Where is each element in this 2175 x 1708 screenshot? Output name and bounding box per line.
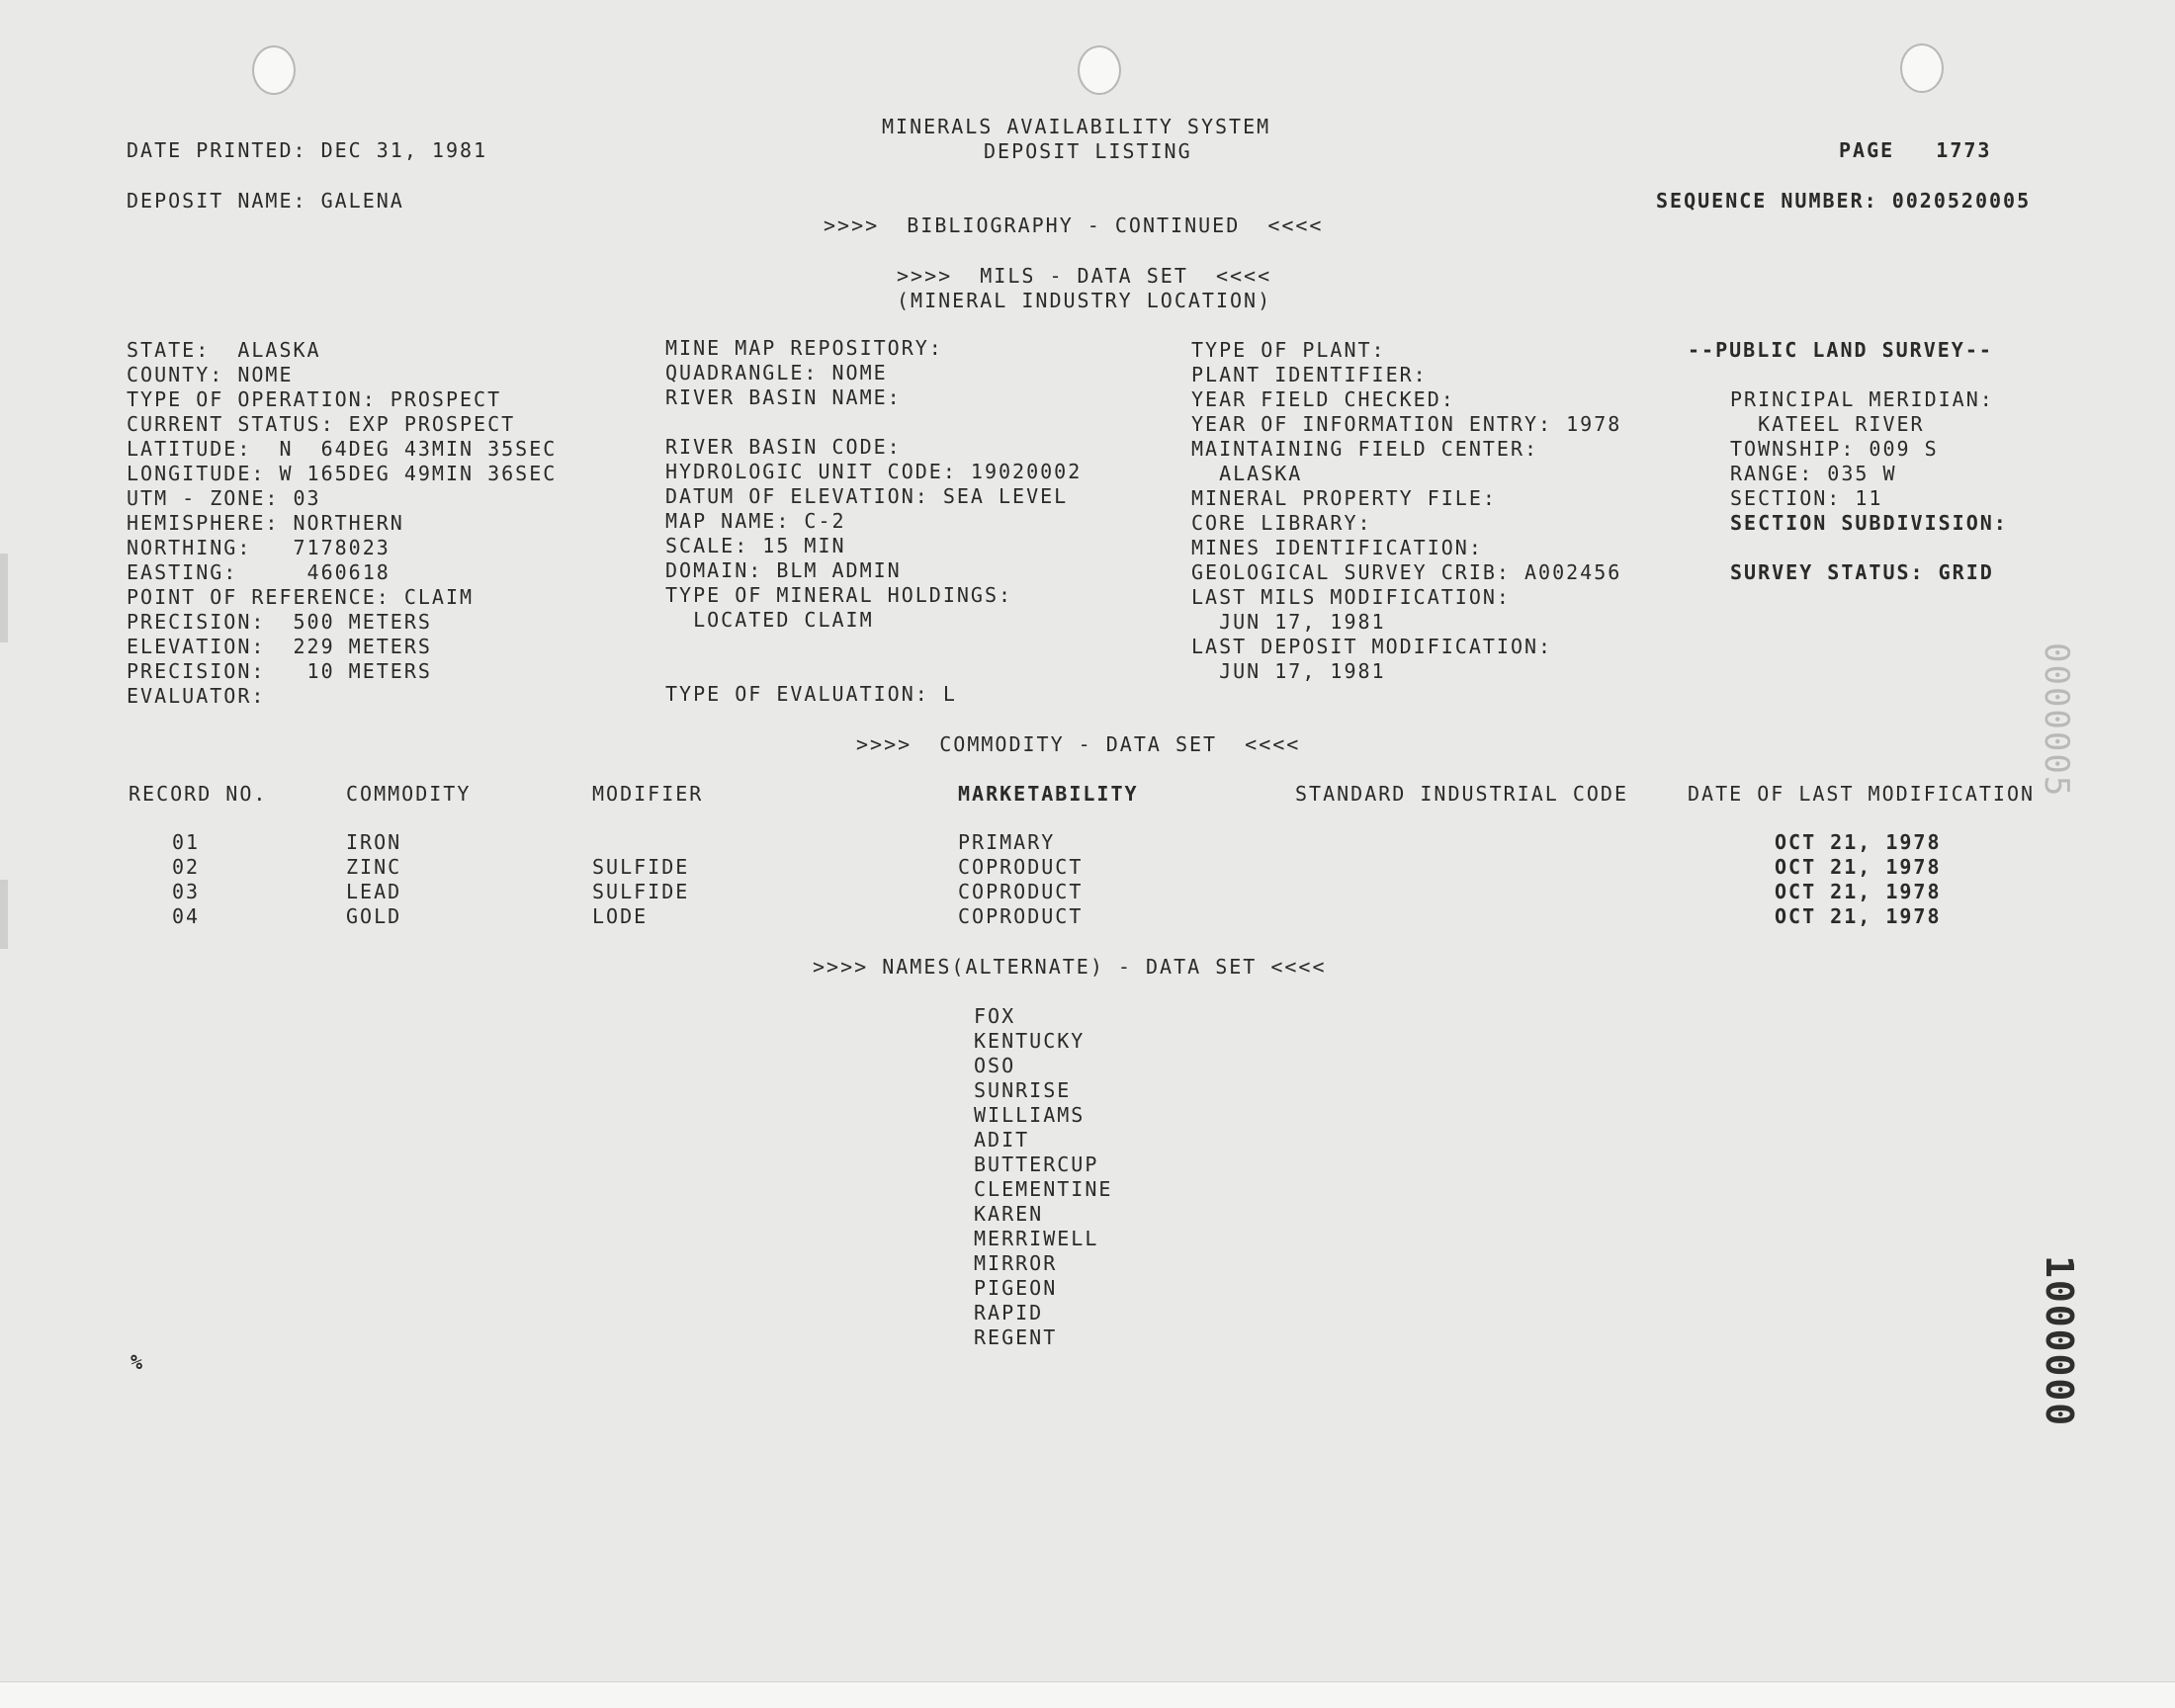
field-line: EVALUATOR: bbox=[127, 684, 266, 708]
list-item: SUNRISE bbox=[974, 1078, 1072, 1102]
field-line: LAST DEPOSIT MODIFICATION: bbox=[1191, 635, 1553, 658]
list-item: KENTUCKY bbox=[974, 1029, 1086, 1053]
field-line: PLANT IDENTIFIER: bbox=[1191, 363, 1428, 386]
field-line: DATUM OF ELEVATION: SEA LEVEL bbox=[665, 484, 1069, 508]
cell-commodity: ZINC bbox=[346, 855, 402, 879]
col-header-date: DATE OF LAST MODIFICATION bbox=[1688, 782, 2036, 806]
list-item: WILLIAMS bbox=[974, 1103, 1086, 1127]
field-line: QUADRANGLE: NOME bbox=[665, 361, 888, 384]
field-line: NORTHING: 7178023 bbox=[127, 536, 391, 559]
percent-mark: % bbox=[130, 1350, 145, 1374]
col-header-commodity: COMMODITY bbox=[346, 782, 472, 806]
field-line: PRECISION: 10 METERS bbox=[127, 659, 432, 683]
alternate-names-list bbox=[974, 1004, 1112, 1350]
col-header-sic: STANDARD INDUSTRIAL CODE bbox=[1295, 782, 1628, 806]
field-line: TYPE OF OPERATION: PROSPECT bbox=[127, 387, 502, 411]
field-line bbox=[1688, 536, 2008, 560]
list-item: REGENT bbox=[974, 1325, 1058, 1349]
field-line: MAINTAINING FIELD CENTER: bbox=[1191, 437, 1539, 461]
field-line: SURVEY STATUS: GRID bbox=[1730, 560, 1994, 584]
field-line: EASTING: 460618 bbox=[127, 560, 391, 584]
cell-marketability: COPRODUCT bbox=[958, 855, 1084, 879]
date-printed: DATE PRINTED: DEC 31, 1981 bbox=[127, 138, 488, 162]
sequence-number: SEQUENCE NUMBER: 0020520005 bbox=[1656, 189, 2032, 213]
list-item: MERRIWELL bbox=[974, 1227, 1099, 1250]
col-header-marketability: MARKETABILITY bbox=[958, 782, 1139, 806]
field-line: YEAR OF INFORMATION ENTRY: 1978 bbox=[1191, 412, 1622, 436]
field-line: HYDROLOGIC UNIT CODE: 19020002 bbox=[665, 460, 1083, 483]
system-title: MINERALS AVAILABILITY SYSTEM bbox=[882, 115, 1271, 138]
field-line: COUNTY: NOME bbox=[127, 363, 294, 386]
col-header-record: RECORD NO. bbox=[129, 782, 268, 806]
bibliography-heading: >>>> BIBLIOGRAPHY - CONTINUED <<<< bbox=[824, 214, 1324, 237]
field-line: ALASKA bbox=[1191, 462, 1303, 485]
mils-subheading: (MINERAL INDUSTRY LOCATION) bbox=[897, 289, 1272, 312]
listing-title: DEPOSIT LISTING bbox=[984, 139, 1192, 163]
names-heading: >>>> NAMES(ALTERNATE) - DATA SET <<<< bbox=[813, 955, 1327, 979]
cell-date: OCT 21, 1978 bbox=[1775, 830, 1942, 854]
cell-modifier: SULFIDE bbox=[592, 880, 690, 903]
list-item: PIGEON bbox=[974, 1276, 1058, 1300]
field-line: MINE MAP REPOSITORY: bbox=[665, 336, 943, 360]
page-edge bbox=[0, 1681, 2175, 1708]
field-line: ELEVATION: 229 METERS bbox=[127, 635, 432, 658]
field-line: MINES IDENTIFICATION: bbox=[1191, 536, 1483, 559]
field-line: LOCATED CLAIM bbox=[665, 608, 874, 632]
field-line: RANGE: 035 W bbox=[1730, 462, 1897, 485]
field-line: SECTION: 11 bbox=[1730, 486, 1883, 510]
cell-record: 01 bbox=[172, 830, 201, 854]
cell-modifier: LODE bbox=[592, 904, 649, 928]
cell-commodity: GOLD bbox=[346, 904, 402, 928]
field-line: CORE LIBRARY: bbox=[1191, 511, 1372, 535]
field-line: RIVER BASIN CODE: bbox=[665, 435, 902, 459]
cell-commodity: LEAD bbox=[346, 880, 402, 903]
frame-number-upper: 0000005 bbox=[2037, 642, 2076, 799]
field-line: YEAR FIELD CHECKED: bbox=[1191, 387, 1455, 411]
scan-edge-mark bbox=[0, 880, 8, 949]
binder-hole bbox=[252, 45, 296, 95]
deposit-name: DEPOSIT NAME: GALENA bbox=[127, 189, 404, 213]
cell-date: OCT 21, 1978 bbox=[1775, 880, 1942, 903]
mils-column-plant bbox=[1191, 338, 1621, 684]
col-header-modifier: MODIFIER bbox=[592, 782, 704, 806]
cell-commodity: IRON bbox=[346, 830, 402, 854]
list-item: KAREN bbox=[974, 1202, 1044, 1226]
frame-number-lower: 1000000 bbox=[2038, 1255, 2081, 1428]
cell-marketability: PRIMARY bbox=[958, 830, 1056, 854]
list-item: CLEMENTINE bbox=[974, 1177, 1113, 1201]
field-line bbox=[665, 410, 1082, 435]
list-item: FOX bbox=[974, 1004, 1016, 1028]
field-line: TYPE OF EVALUATION: L bbox=[665, 682, 957, 706]
field-line: DOMAIN: BLM ADMIN bbox=[665, 558, 902, 582]
cell-modifier: SULFIDE bbox=[592, 855, 690, 879]
field-line: GEOLOGICAL SURVEY CRIB: A002456 bbox=[1191, 560, 1622, 584]
field-line: CURRENT STATUS: EXP PROSPECT bbox=[127, 412, 516, 436]
list-item: BUTTERCUP bbox=[974, 1153, 1099, 1176]
page-number: PAGE 1773 bbox=[1839, 138, 1992, 162]
cell-record: 02 bbox=[172, 855, 201, 879]
field-line: LATITUDE: N 64DEG 43MIN 35SEC bbox=[127, 437, 558, 461]
scan-edge-mark bbox=[0, 554, 8, 642]
field-line: LAST MILS MODIFICATION: bbox=[1191, 585, 1511, 609]
field-line: SCALE: 15 MIN bbox=[665, 534, 846, 557]
field-line: TYPE OF MINERAL HOLDINGS: bbox=[665, 583, 1013, 607]
binder-hole bbox=[1900, 43, 1944, 93]
field-line: POINT OF REFERENCE: CLAIM bbox=[127, 585, 475, 609]
field-line: PRINCIPAL MERIDIAN: bbox=[1730, 387, 1994, 411]
cell-date: OCT 21, 1978 bbox=[1775, 904, 1942, 928]
field-line: KATEEL RIVER bbox=[1730, 412, 1925, 436]
field-line: PRECISION: 500 METERS bbox=[127, 610, 432, 634]
field-line: JUN 17, 1981 bbox=[1191, 610, 1386, 634]
binder-hole bbox=[1078, 45, 1121, 95]
field-line: UTM - ZONE: 03 bbox=[127, 486, 321, 510]
commodity-heading: >>>> COMMODITY - DATA SET <<<< bbox=[856, 732, 1301, 756]
cell-marketability: COPRODUCT bbox=[958, 880, 1084, 903]
cell-record: 03 bbox=[172, 880, 201, 903]
cell-date: OCT 21, 1978 bbox=[1775, 855, 1942, 879]
cell-marketability: COPRODUCT bbox=[958, 904, 1084, 928]
survey-heading: --PUBLIC LAND SURVEY-- bbox=[1688, 338, 1993, 362]
field-line bbox=[1688, 363, 2008, 387]
public-land-survey bbox=[1688, 338, 2008, 585]
field-line bbox=[665, 657, 1082, 682]
field-line bbox=[665, 633, 1082, 657]
field-line: SECTION SUBDIVISION: bbox=[1730, 511, 2008, 535]
field-line: TYPE OF PLANT: bbox=[1191, 338, 1386, 362]
field-line: RIVER BASIN NAME: bbox=[665, 385, 902, 409]
list-item: MIRROR bbox=[974, 1251, 1058, 1275]
cell-record: 04 bbox=[172, 904, 201, 928]
field-line: TOWNSHIP: 009 S bbox=[1730, 437, 1939, 461]
field-line: STATE: ALASKA bbox=[127, 338, 321, 362]
mils-heading: >>>> MILS - DATA SET <<<< bbox=[897, 264, 1272, 288]
field-line: MINERAL PROPERTY FILE: bbox=[1191, 486, 1497, 510]
mils-column-map bbox=[665, 336, 1082, 707]
field-line: MAP NAME: C-2 bbox=[665, 509, 846, 533]
field-line: JUN 17, 1981 bbox=[1191, 659, 1386, 683]
list-item: RAPID bbox=[974, 1301, 1044, 1324]
list-item: ADIT bbox=[974, 1128, 1030, 1152]
field-line: HEMISPHERE: NORTHERN bbox=[127, 511, 404, 535]
field-line: LONGITUDE: W 165DEG 49MIN 36SEC bbox=[127, 462, 558, 485]
list-item: OSO bbox=[974, 1054, 1016, 1077]
mils-column-location bbox=[127, 338, 557, 709]
